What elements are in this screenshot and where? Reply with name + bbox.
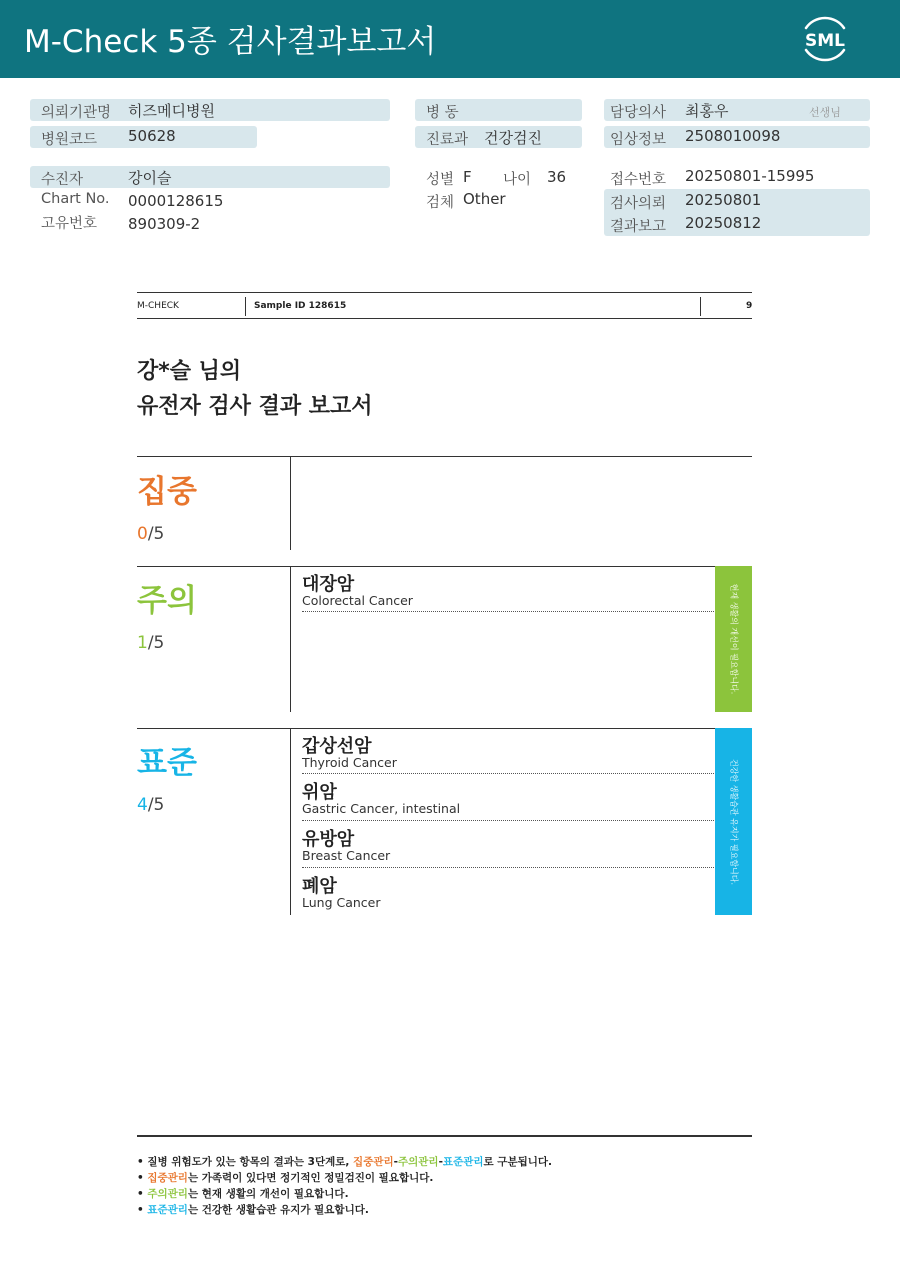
clinical-info-value: 2508010098 xyxy=(685,127,781,145)
standard-term: 표준관리 xyxy=(147,1204,188,1216)
standard-count-total: /5 xyxy=(147,795,165,815)
item-thyroid-ko: 갑상선암 xyxy=(302,736,372,757)
bullet: • xyxy=(137,1172,144,1184)
footnote-3-text: 는 현재 생활의 개선이 필요합니다. xyxy=(187,1188,349,1200)
bullet: • xyxy=(137,1204,144,1216)
header-divider xyxy=(245,297,246,316)
footnote-1-end: 로 구분됩니다. xyxy=(483,1156,553,1168)
caution-count-value: 1 xyxy=(137,633,148,653)
item-gastric-ko: 위암 xyxy=(302,782,337,803)
footnote-2 xyxy=(137,1170,433,1185)
focus-count-total: /5 xyxy=(147,524,165,544)
hospital-code-label: 병원코드 xyxy=(41,132,98,148)
age-label: 나이 xyxy=(503,172,532,188)
ward-label: 병 동 xyxy=(426,105,459,121)
page-number: 9 xyxy=(746,301,753,311)
section-divider xyxy=(290,567,291,712)
sex-value: F xyxy=(463,168,472,186)
caution-title: 주의 xyxy=(137,583,197,619)
patient-value: 강이슬 xyxy=(128,169,172,187)
focus-title: 집중 xyxy=(137,474,197,510)
caution-count-total: /5 xyxy=(147,633,165,653)
report-date-label: 결과보고 xyxy=(610,219,667,235)
standard-side-note xyxy=(715,728,752,915)
dash: - xyxy=(393,1156,398,1168)
item-divider xyxy=(302,773,714,774)
footnote-4 xyxy=(137,1202,369,1217)
dash: - xyxy=(438,1156,443,1168)
section-divider xyxy=(137,456,752,457)
item-gastric-en: Gastric Cancer, intestinal xyxy=(302,801,461,816)
focus-term: 집중관리 xyxy=(353,1156,394,1168)
unique-no-label: 고유번호 xyxy=(41,216,98,232)
sml-logo xyxy=(798,14,852,64)
sex-label: 성별 xyxy=(426,172,455,188)
standard-count xyxy=(137,795,164,815)
footnote-2-text: 는 가족력이 있다면 정기적인 정밀검진이 필요합니다. xyxy=(187,1172,434,1184)
standard-title: 표준 xyxy=(137,745,197,781)
bullet: • xyxy=(137,1156,144,1168)
standard-term: 표준관리 xyxy=(442,1156,484,1168)
sample-id: Sample ID 128615 xyxy=(254,301,347,311)
section-divider xyxy=(137,566,752,567)
department-value: 건강검진 xyxy=(484,129,542,147)
specimen-value: Other xyxy=(463,190,506,208)
request-date-label: 검사의뢰 xyxy=(610,196,667,212)
item-lung-en: Lung Cancer xyxy=(302,895,381,910)
specimen-label: 검체 xyxy=(426,195,455,211)
hospital-code-value: 50628 xyxy=(128,127,176,145)
footnote-divider xyxy=(137,1135,752,1137)
footnote-4-text: 는 건강한 생활습관 유지가 필요합니다. xyxy=(187,1204,369,1216)
header-divider xyxy=(700,297,701,316)
report-title: M-Check 5종 검사결과보고서 xyxy=(24,24,437,60)
age-value: 36 xyxy=(547,168,567,186)
logo-text: SML xyxy=(805,31,845,51)
unique-no-value: 890309-2 xyxy=(128,215,201,233)
caution-side-text: 현재 생활의 개선이 필요합니다. xyxy=(729,583,738,695)
section-divider xyxy=(290,457,291,550)
patient-label: 수진자 xyxy=(41,172,84,188)
report-date-value: 20250812 xyxy=(685,214,762,232)
item-thyroid-en: Thyroid Cancer xyxy=(302,755,397,770)
item-divider xyxy=(302,611,714,612)
section-divider xyxy=(290,729,291,915)
report-heading-line2: 유전자 검사 결과 보고서 xyxy=(137,394,373,419)
institution-value: 히즈메디병원 xyxy=(128,102,215,120)
receipt-no-label: 접수번호 xyxy=(610,172,667,188)
caution-term: 주의관리 xyxy=(397,1156,439,1168)
standard-count-value: 4 xyxy=(137,795,148,815)
caution-count xyxy=(137,633,164,653)
report-inner-header xyxy=(137,292,752,319)
caution-side-note xyxy=(715,566,752,712)
institution-label: 의뢰기관명 xyxy=(41,105,112,121)
doctor-value: 최홍우 xyxy=(685,102,729,120)
item-divider xyxy=(302,867,714,868)
caution-term: 주의관리 xyxy=(147,1188,188,1200)
doctor-label: 담당의사 xyxy=(610,105,667,121)
brand-label: M-CHECK xyxy=(137,301,179,311)
report-title-bar xyxy=(0,0,900,78)
item-lung-ko: 폐암 xyxy=(302,876,337,897)
request-date-value: 20250801 xyxy=(685,191,762,209)
footnote-1 xyxy=(137,1154,552,1169)
report-heading-line1: 강*슬 님의 xyxy=(137,359,242,384)
doctor-suffix: 선생님 xyxy=(809,106,841,119)
receipt-no-value: 20250801-15995 xyxy=(685,167,815,185)
footnote-3 xyxy=(137,1186,349,1201)
footnote-1-text: 질병 위험도가 있는 항목의 결과는 3단계로, xyxy=(147,1156,354,1168)
focus-count-value: 0 xyxy=(137,524,148,544)
item-divider xyxy=(302,820,714,821)
item-colorectal-ko: 대장암 xyxy=(302,574,355,595)
department-label: 진료과 xyxy=(426,132,469,148)
section-divider xyxy=(137,728,752,729)
chart-no-label: Chart No. xyxy=(41,191,110,207)
item-colorectal-en: Colorectal Cancer xyxy=(302,593,413,608)
chart-no-value: 0000128615 xyxy=(128,192,224,210)
focus-term: 집중관리 xyxy=(147,1172,188,1184)
item-breast-ko: 유방암 xyxy=(302,829,355,850)
item-breast-en: Breast Cancer xyxy=(302,848,391,863)
clinical-info-label: 임상정보 xyxy=(610,132,667,148)
bullet: • xyxy=(137,1188,144,1200)
patient-row xyxy=(30,166,390,188)
focus-count xyxy=(137,524,164,544)
standard-side-text: 건강한 생활습관 유지가 필요합니다. xyxy=(729,758,738,885)
